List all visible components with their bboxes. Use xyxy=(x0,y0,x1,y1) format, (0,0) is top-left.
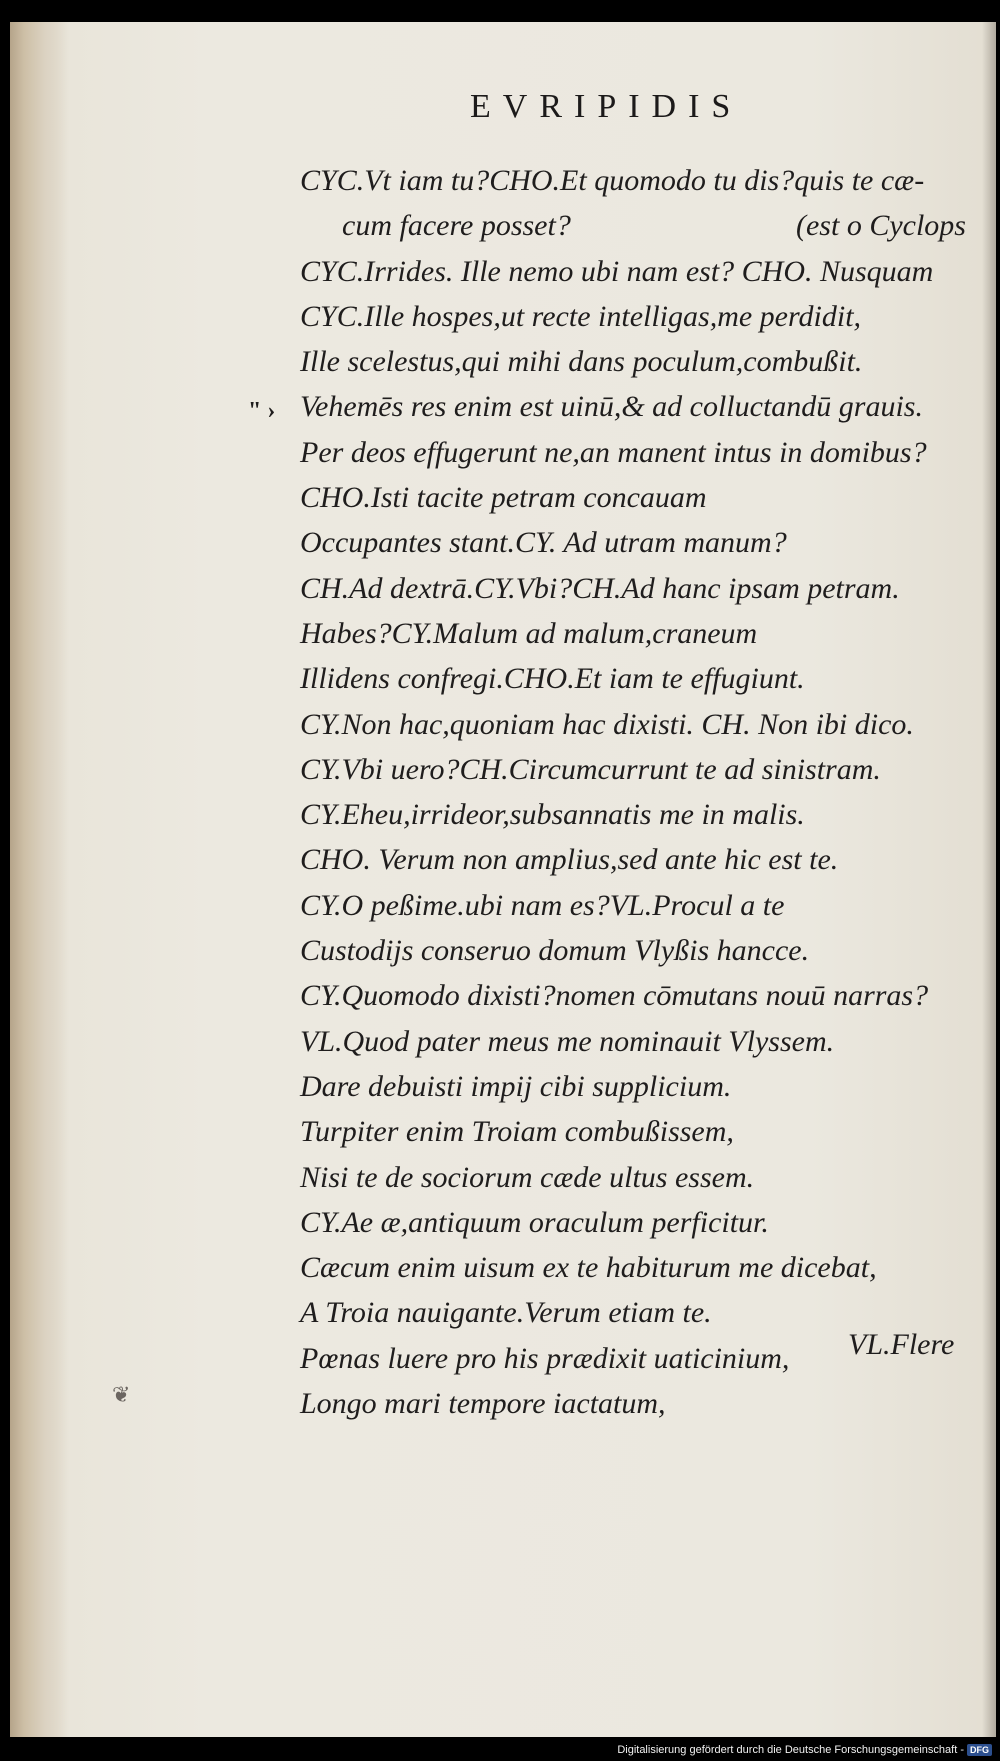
text-line: Custodijs conseruo domum Vlyßis hancce. xyxy=(300,934,810,968)
page-gutter xyxy=(10,22,68,1737)
catchword: VL.Flere xyxy=(848,1328,955,1361)
text-line: Cæcum enim uisum ex te habiturum me dicebat, xyxy=(300,1251,877,1285)
text-line: VL.Quod pater meus me nominauit Vlyssem. xyxy=(300,1024,835,1058)
text-line: CYC.Irrides. Ille nemo ubi nam est? CHO. Nusquam xyxy=(300,254,934,288)
credit-text: Digitalisierung gefördert durch die Deutsche Forschungsgemeinschaft - xyxy=(617,1744,964,1756)
text-line: CY.Vbi uero?CH.Circumcurrunt te ad sinistram. xyxy=(300,752,881,786)
text-line: CHO. Verum non amplius,sed ante hic est te. xyxy=(300,843,839,877)
text-line: Illidens confregi.CHO.Et iam te effugiunt. xyxy=(300,662,805,696)
verse-text xyxy=(300,158,990,1426)
text-line: Vehemēs res enim est uinū,& ad colluctandū grauis. xyxy=(300,390,923,424)
text-line: CY.Non hac,quoniam hac dixisti. CH. Non ibi dico. xyxy=(300,707,914,741)
digitization-credit xyxy=(617,1744,992,1756)
dfg-logo-icon: DFG xyxy=(967,1744,992,1756)
ornament-icon: ❦ xyxy=(112,1382,131,1407)
text-line: Turpiter enim Troiam combußissem, xyxy=(300,1115,734,1149)
text-line: Habes?CY.Malum ad malum,craneum xyxy=(300,616,758,650)
text-line: Pœnas luere pro his prædixit uaticinium, xyxy=(300,1341,790,1375)
text-line: CYC.Ille hospes,ut recte intelligas,me perdidit, xyxy=(300,299,862,333)
text-line: Dare debuisti impij cibi supplicium. xyxy=(300,1069,732,1103)
text-line: Occupantes stant.CY. Ad utram manum? xyxy=(300,526,787,560)
text-line: CY.O peßime.ubi nam es?VL.Procul a te xyxy=(300,888,785,922)
running-title: EVRIPIDIS xyxy=(470,88,743,125)
text-line: Longo mari tempore iactatum, xyxy=(300,1387,666,1421)
text-line: Ille scelestus,qui mihi dans poculum,combußit. xyxy=(300,345,863,379)
text-line: CYC.Vt iam tu?CHO.Et quomodo tu dis?quis te cæ- xyxy=(300,164,925,197)
text-line: CHO.Isti tacite petram concauam xyxy=(300,481,707,515)
margin-quote-mark: " › xyxy=(248,398,276,424)
text-line: CY.Eheu,irrideor,subsannatis me in malis. xyxy=(300,798,805,832)
text-line: CY.Ae æ,antiquum oraculum perficitur. xyxy=(300,1205,769,1239)
text-line: CY.Quomodo dixisti?nomen cōmutans nouū narras? xyxy=(300,979,929,1013)
text-line: Per deos effugerunt ne,an manent intus in domibus? xyxy=(300,435,927,469)
text-line: A Troia nauigante.Verum etiam te. xyxy=(300,1296,712,1330)
text-line xyxy=(300,203,990,248)
text-line-left: cum facere posset? xyxy=(342,209,571,243)
text-line: CH.Ad dextrā.CY.Vbi?CH.Ad hanc ipsam petram. xyxy=(300,571,900,605)
text-line-right: (est o Cyclops xyxy=(796,209,966,243)
text-line: Nisi te de sociorum cæde ultus essem. xyxy=(300,1160,755,1194)
